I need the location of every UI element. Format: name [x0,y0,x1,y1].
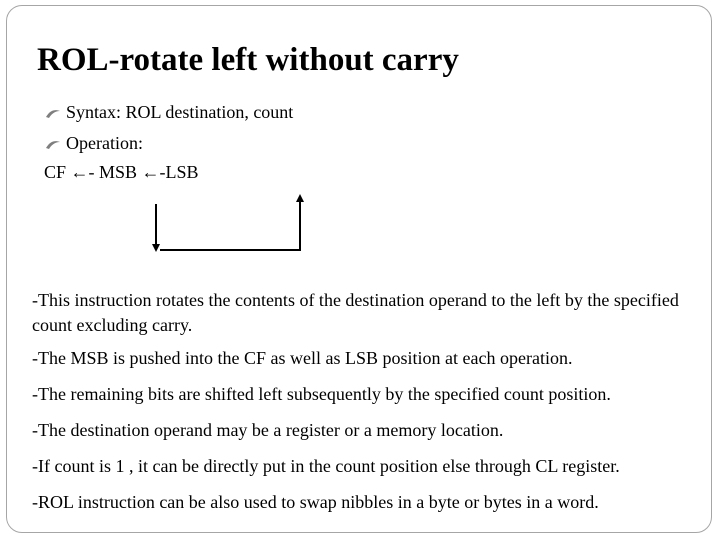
return-path [160,198,300,250]
slide-title: ROL-rotate left without carry [37,42,459,78]
paragraph: -The MSB is pushed into the CF as well as LSB position at each operation. [32,348,573,368]
bullet-operation [45,133,143,154]
paragraph: -ROL instruction can be also used to swap nibbles in a byte or bytes in a word. [32,492,599,512]
bullet-icon [45,138,61,150]
bullet-text: Syntax: ROL destination, count [66,102,294,122]
bullet-icon [45,107,61,119]
paragraph: -If count is 1 , it can be directly put in the count position else through CL register. [32,456,620,476]
operation-line: CF ←- MSB ←-LSB [44,162,199,182]
paragraph: -The remaining bits are shifted left subsequently by the specified count position. [32,384,611,404]
paragraph: -The destination operand may be a register or a memory location. [32,420,504,440]
paragraph: -This instruction rotates the contents of the destination operand to the left by the specified count excluding carry. [32,290,679,335]
rotate-arrow-diagram [145,190,315,256]
bullet-syntax [45,102,293,123]
bullet-text: Operation: [66,133,143,153]
